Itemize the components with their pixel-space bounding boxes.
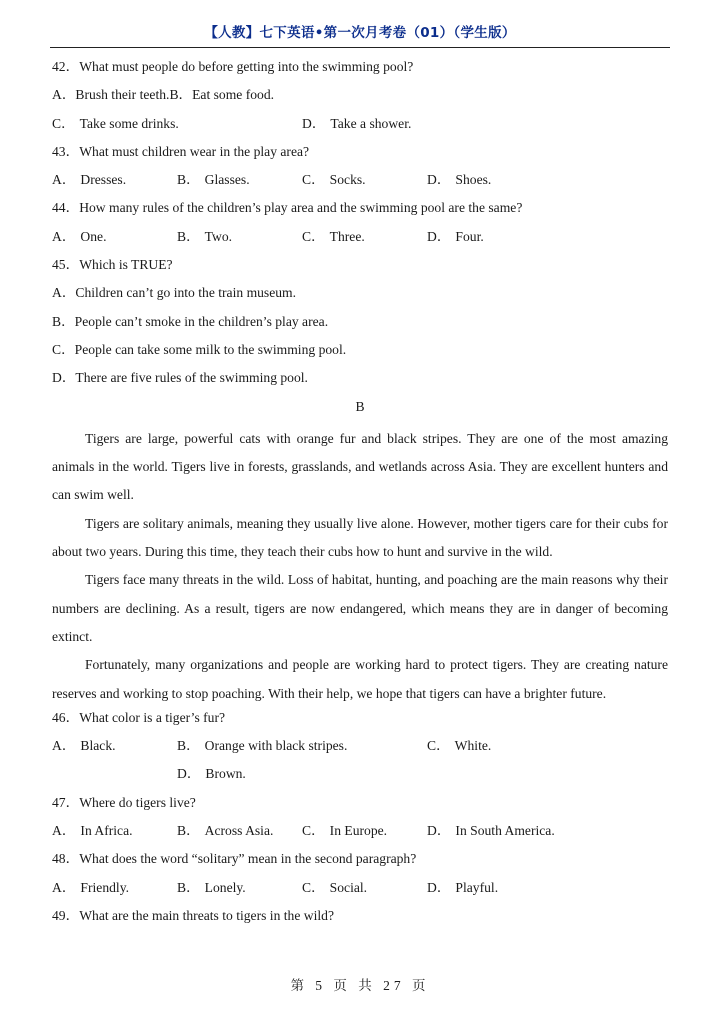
q46-options-row-2 bbox=[52, 764, 668, 792]
question-47 bbox=[52, 793, 668, 821]
passage-paragraph-2: Tigers are solitary animals, meaning they usually live alone. However, mother tigers care for their cubs for about two years. During this time, they teach their cubs how to hunt and survive in the wild. bbox=[52, 515, 668, 560]
question-48 bbox=[52, 849, 668, 877]
section-heading: B bbox=[355, 398, 365, 414]
question-number: 47． bbox=[52, 794, 80, 810]
page-number-footer: 第 5 页 共 27 页 bbox=[290, 978, 430, 993]
q44-options bbox=[52, 227, 668, 255]
option-b: B． Across Asia. bbox=[177, 823, 274, 839]
question-number: 48． bbox=[52, 851, 80, 867]
option-b: B． Lonely. bbox=[177, 879, 246, 895]
option-b: B．Eat some food. bbox=[169, 87, 275, 103]
option-b: B． Glasses. bbox=[177, 172, 250, 188]
option-c: C． Social. bbox=[302, 879, 368, 895]
question-number: 44． bbox=[52, 200, 80, 216]
option-a: A． Dresses. bbox=[52, 172, 127, 188]
question-44 bbox=[52, 198, 668, 226]
question-text: What must people do before getting into the swimming pool? bbox=[79, 59, 414, 74]
passage-paragraph-4: Fortunately, many organizations and people are working hard to protect tigers. They are creating nature reserves and working to stop poaching. With their help, we hope that tigers can have a brighter future. bbox=[52, 657, 668, 701]
q45-option-c: C．People can take some milk to the swimming pool. bbox=[52, 341, 347, 357]
option-c: C． Take some drinks. bbox=[52, 115, 179, 131]
question-43 bbox=[52, 142, 668, 170]
q46-options-row-1 bbox=[52, 736, 668, 764]
q43-options bbox=[52, 170, 668, 198]
option-c: C． Socks. bbox=[302, 172, 366, 188]
question-text: What must children wear in the play area? bbox=[79, 143, 310, 159]
option-d: D． In South America. bbox=[427, 823, 555, 839]
question-number: 42． bbox=[52, 59, 80, 74]
question-49 bbox=[52, 906, 668, 934]
q45-option-b: B．People can’t smoke in the children’s play area. bbox=[52, 313, 329, 329]
option-a: A． Friendly. bbox=[52, 879, 130, 895]
q42-options-row-2 bbox=[52, 114, 668, 142]
question-42 bbox=[52, 57, 668, 85]
question-text: What color is a tiger’s fur? bbox=[79, 709, 226, 725]
option-a: A． Black. bbox=[52, 738, 116, 754]
option-a: A． In Africa. bbox=[52, 823, 133, 839]
option-d: D． Take a shower. bbox=[302, 115, 412, 131]
q48-options bbox=[52, 878, 668, 906]
question-number: 49． bbox=[52, 907, 80, 923]
question-number: 46． bbox=[52, 709, 80, 725]
question-number: 43． bbox=[52, 143, 80, 159]
question-number: 45． bbox=[52, 257, 80, 273]
passage-paragraph-3: Tigers face many threats in the wild. Loss of habitat, hunting, and poaching are the main reasons why their numbers are declining. As a result, tigers are now endangered, which means they are in danger of becoming extinct. bbox=[52, 572, 668, 644]
page-header bbox=[50, 17, 670, 48]
option-b: B． Two. bbox=[177, 228, 233, 244]
option-c: C． In Europe. bbox=[302, 823, 388, 839]
option-b: B． Orange with black stripes. bbox=[177, 738, 348, 754]
option-d: D． Playful. bbox=[427, 879, 499, 895]
option-a: A． One. bbox=[52, 228, 107, 244]
passage-paragraph-1: Tigers are large, powerful cats with orange fur and black stripes. They are one of the most amazing animals in the world. Tigers live in forests, grasslands, and wetlands across Asia. They are excellent hunters and can swim well. bbox=[52, 430, 668, 503]
option-a: A．Brush their teeth. bbox=[52, 87, 170, 103]
question-text: Where do tigers live? bbox=[79, 794, 196, 810]
question-text: Which is TRUE? bbox=[79, 257, 173, 273]
q45-option-d: D．There are five rules of the swimming pool. bbox=[52, 370, 308, 386]
option-d: D． Brown. bbox=[177, 766, 246, 782]
q47-options bbox=[52, 821, 668, 849]
exam-content bbox=[52, 57, 668, 934]
option-d: D． Four. bbox=[427, 228, 484, 244]
question-text: What does the word “solitary” mean in the second paragraph? bbox=[79, 851, 417, 867]
option-d: D． Shoes. bbox=[427, 172, 492, 188]
question-45 bbox=[52, 255, 668, 283]
document-title: 【人教】七下英语•第一次月考卷（01）（学生版） bbox=[204, 25, 516, 41]
question-text: What are the main threats to tigers in the wild? bbox=[79, 907, 334, 923]
question-text: How many rules of the children’s play area and the swimming pool are the same? bbox=[79, 200, 523, 216]
q42-options-row-1 bbox=[52, 85, 668, 113]
q45-option-a: A．Children can’t go into the train museum. bbox=[52, 285, 297, 301]
option-c: C． White. bbox=[427, 738, 492, 754]
question-46 bbox=[52, 708, 668, 736]
option-c: C． Three. bbox=[302, 228, 365, 244]
